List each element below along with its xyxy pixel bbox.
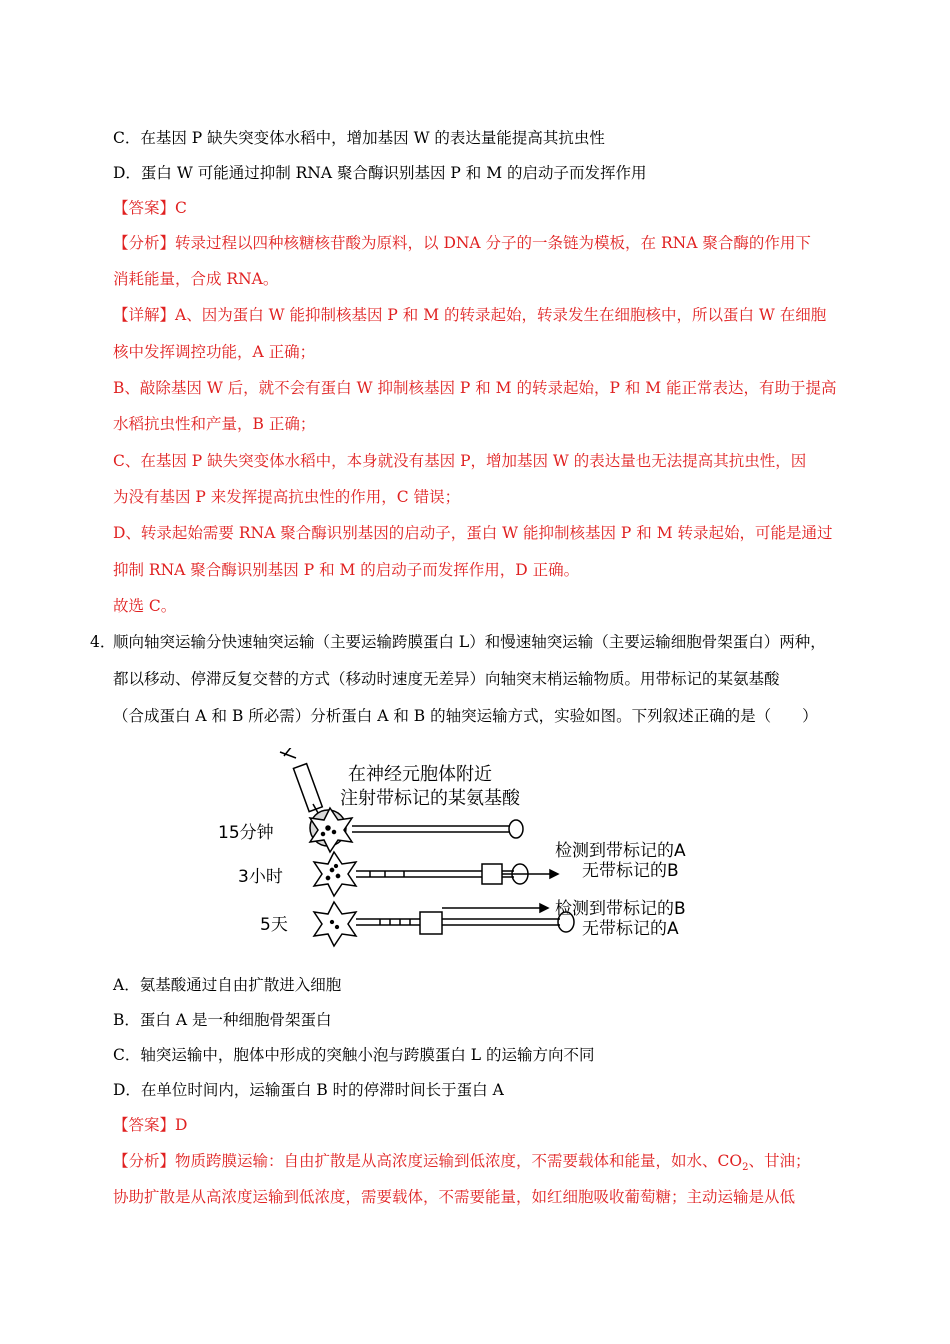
q4-option-c: C．轴突运输中，胞体中形成的突触小泡与跨膜蛋白 L 的运输方向不同 xyxy=(113,1046,595,1064)
q4-stem-line-1: 顺向轴突运输分快速轴突运输（主要运输跨膜蛋白 L）和慢速轴突运输（主要运输细胞骨架蛋白）两种， xyxy=(113,633,826,651)
result-5d-line-1: 检测到带标记的B xyxy=(555,899,686,919)
result-3h-line-2: 无带标记的B xyxy=(582,861,679,881)
answer-value: D xyxy=(175,1116,188,1134)
answer-tag: 【答案】 xyxy=(113,199,176,217)
inject-label-line-2: 注射带标记的某氨基酸 xyxy=(340,788,520,809)
q3-option-d: D．蛋白 W 可能通过抑制 RNA 聚合酶识别基因 P 和 M 的启动子而发挥作用 xyxy=(113,164,647,182)
q4-number: 4． xyxy=(90,633,116,651)
time-label-3h: 3小时 xyxy=(238,867,283,887)
q4-stem-line-2: 都以移动、停滞反复交替的方式（移动时速度无差异）向轴突末梢运输物质。用带标记的某氨基酸 xyxy=(113,670,780,688)
q3-detail-line-2: 核中发挥调控功能，A 正确； xyxy=(113,343,316,361)
q4-option-b: B．蛋白 A 是一种细胞骨架蛋白 xyxy=(113,1011,332,1029)
neuron-5d xyxy=(314,902,574,946)
analysis-text-b: 、甘油； xyxy=(748,1152,811,1170)
q4-analysis-line-2: 协助扩散是从高浓度运输到低浓度，需要载体，不需要能量，如红细胞吸收葡萄糖；主动运输是从低 xyxy=(113,1188,796,1206)
q3-detail-line-6: 为没有基因 P 来发挥提高抗虫性的作用，C 错误； xyxy=(113,488,461,506)
time-label-15min: 15分钟 xyxy=(218,823,274,843)
analysis-tag: 【分析】 xyxy=(113,234,176,252)
result-5d-line-2: 无带标记的A xyxy=(582,919,679,939)
syringe-icon xyxy=(280,748,322,820)
q3-analysis-line-2: 消耗能量，合成 RNA。 xyxy=(113,270,279,288)
time-label-5d: 5天 xyxy=(260,915,288,935)
answer-value: C xyxy=(175,199,187,217)
q3-option-c: C．在基因 P 缺失突变体水稻中，增加基因 W 的表达量能提高其抗虫性 xyxy=(113,129,605,147)
q4-answer xyxy=(113,1115,187,1135)
q3-detail-line-4: 水稻抗虫性和产量，B 正确； xyxy=(113,415,316,433)
q4-stem-line-3: （合成蛋白 A 和 B 所必需）分析蛋白 A 和 B 的轴突运输方式，实验如图。下列叙述正确的是（ ） xyxy=(113,707,818,725)
q4-option-d: D．在单位时间内，运输蛋白 B 时的停滞时间长于蛋白 A xyxy=(113,1081,504,1099)
result-3h-line-1: 检测到带标记的A xyxy=(555,841,686,861)
axon-transport-figure xyxy=(210,748,770,948)
neuron-3h xyxy=(314,852,558,896)
analysis-tag: 【分析】 xyxy=(113,1152,176,1170)
analysis-subscript: 2 xyxy=(742,1162,749,1174)
q3-detail-line-7: D、转录起始需要 RNA 聚合酶识别基因的启动子，蛋白 W 能抑制核基因 P 和 M 转录起始，可能是通过 xyxy=(113,524,833,542)
q3-answer xyxy=(113,198,187,218)
inject-label-line-1: 在神经元胞体附近 xyxy=(348,764,492,785)
analysis-text: 转录过程以四种核糖核苷酸为原料，以 DNA 分子的一条链为模板，在 RNA 聚合酶的作用下 xyxy=(175,234,811,252)
detail-text: A、因为蛋白 W 能抑制核基因 P 和 M 的转录起始，转录发生在细胞核中，所以蛋白 W 在细胞 xyxy=(175,306,827,324)
q3-conclusion: 故选 C。 xyxy=(113,597,177,615)
q4-option-a: A．氨基酸通过自由扩散进入细胞 xyxy=(113,976,342,994)
q3-detail-line-5: C、在基因 P 缺失突变体水稻中，本身就没有基因 P，增加基因 W 的表达量也无法提高其抗虫性，因 xyxy=(113,452,807,470)
analysis-text-a: 物质跨膜运输：自由扩散是从高浓度运输到低浓度，不需要载体和能量，如水、CO xyxy=(175,1152,743,1170)
q3-detail-line-8: 抑制 RNA 聚合酶识别基因 P 和 M 的启动子而发挥作用，D 正确。 xyxy=(113,561,580,579)
detail-tag: 【详解】 xyxy=(113,306,176,324)
q3-detail-line-3: B、敲除基因 W 后，就不会有蛋白 W 抑制核基因 P 和 M 的转录起始，P 和 M 能正常表达，有助于提高 xyxy=(113,379,837,397)
neuron-15min xyxy=(310,808,523,852)
q3-analysis-line-1 xyxy=(113,233,811,253)
q4-analysis-line-1 xyxy=(113,1151,810,1178)
answer-tag: 【答案】 xyxy=(113,1116,176,1134)
q3-detail-line-1 xyxy=(113,305,826,325)
